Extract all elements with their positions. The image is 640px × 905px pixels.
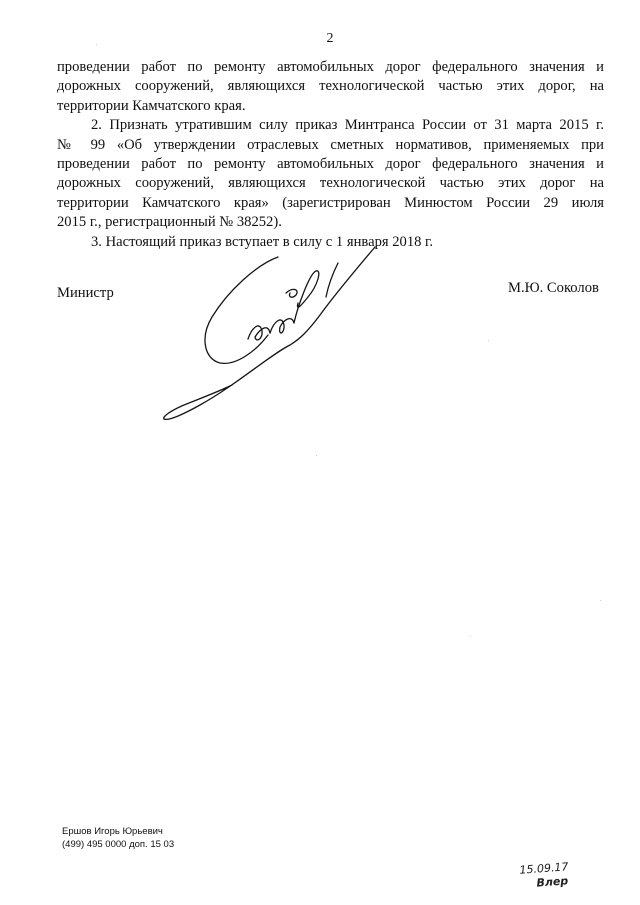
executor-name: Ершов Игорь Юрьевич (62, 826, 163, 837)
executor-phone: (499) 495 0000 доп. 15 03 (62, 839, 175, 850)
paragraph-continuation (57, 58, 604, 116)
signatory-role: Министр (57, 285, 114, 301)
scan-speck (96, 44, 97, 45)
text-line: проведении работ по ремонту автомобильных дорог федерального значения и (57, 59, 604, 75)
handwritten-date-stamp (519, 860, 570, 891)
stamp-date: 15.09.17 (519, 860, 569, 877)
document-body (57, 58, 604, 252)
scan-speck (470, 636, 471, 637)
text-line: 3. Настоящий приказ вступает в силу с 1 января 2018 г. (91, 233, 434, 250)
text-line: 2. Признать утратившим силу приказ Минтранса России от 31 марта 2015 г. (91, 117, 604, 134)
scan-speck (600, 600, 601, 601)
text-line: дорожных сооружений, являющихся технологической частью этих дорог на (57, 175, 604, 192)
text-line: территории Камчатского края. (57, 97, 246, 114)
scan-speck (316, 455, 317, 456)
scan-speck (488, 340, 489, 341)
executor-info (62, 825, 174, 851)
text-line: проведении работ по ремонту автомобильных дорог федерального значения и (57, 156, 604, 173)
text-line: 2015 г., регистрационный № 38252). (57, 214, 282, 231)
text-line: № 99 «Об утверждении отраслевых сметных нормативов, применяемых при (57, 136, 604, 153)
signatory-name: М.Ю. Соколов (508, 280, 599, 296)
page-number: 2 (326, 31, 334, 46)
text-line: дорожных сооружений, являющихся технологической частью этих дорог, на (57, 78, 604, 95)
stamp-initials: Влер (536, 874, 569, 890)
paragraph-2 (57, 116, 604, 232)
text-line: территории Камчатского края» (зарегистрирован Минюстом России 29 июля (57, 194, 604, 211)
handwritten-signature (160, 235, 390, 435)
